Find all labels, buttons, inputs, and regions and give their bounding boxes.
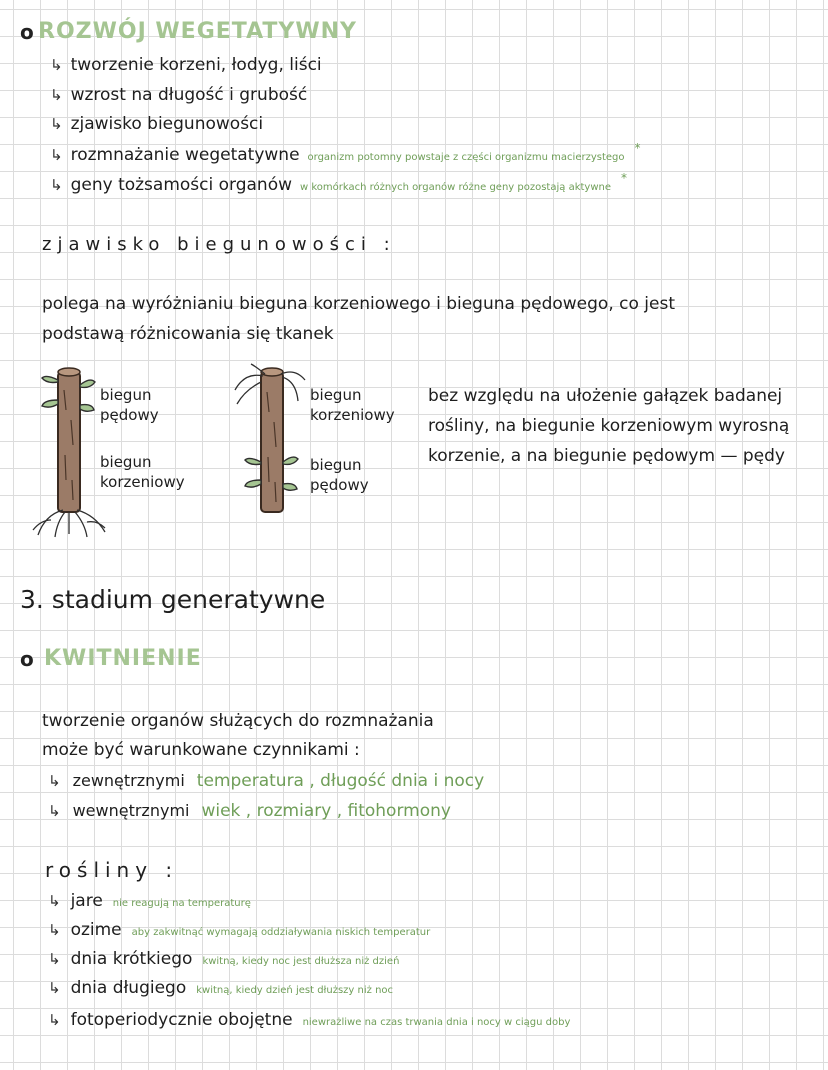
label-left-bottom: biegun korzeniowy xyxy=(100,453,185,491)
paragraph-line: może być warunkowane czynnikami : xyxy=(42,740,360,760)
list-item xyxy=(50,141,641,165)
bullet-marker: o xyxy=(20,647,34,671)
plant-note: kwitną, kiedy dzień jest dłuższy niż noc xyxy=(196,985,394,996)
stem-icon xyxy=(261,372,283,512)
list-item xyxy=(50,114,263,134)
list-item xyxy=(48,1010,570,1030)
label-left-top: biegun pędowy xyxy=(100,386,159,424)
item-note: organizm potomny powstaje z części organizmu macierzystego xyxy=(307,152,625,163)
arrow-icon: ↳ xyxy=(50,115,63,133)
bullet-marker: o xyxy=(20,20,34,44)
factor-label: zewnętrznymi xyxy=(72,771,185,790)
plant-type: dnia krótkiego xyxy=(70,949,193,969)
item-text: zjawisko biegunowości xyxy=(70,114,264,134)
arrow-icon: ↳ xyxy=(50,56,63,74)
plant-type: fotoperiodycznie obojętne xyxy=(70,1010,293,1030)
plant-note: niewrażliwe na czas trwania dnia i nocy w ciągu doby xyxy=(302,1017,571,1028)
list-item xyxy=(48,920,430,940)
asterisk-mark: * xyxy=(621,171,627,185)
plant-note: kwitną, kiedy noc jest dłuższa niż dzień xyxy=(202,956,400,967)
list-item xyxy=(48,891,251,911)
stem-icon xyxy=(58,372,80,512)
item-text: geny tożsamości organów xyxy=(70,175,293,195)
plant-type: jare xyxy=(70,891,103,911)
arrow-icon: ↳ xyxy=(48,979,61,997)
item-text: rozmnażanie wegetatywne xyxy=(70,145,300,165)
item-text: wzrost na długość i grubość xyxy=(70,85,308,105)
arrow-icon: ↳ xyxy=(50,176,63,194)
factor-label: wewnętrznymi xyxy=(72,801,190,820)
arrow-icon: ↳ xyxy=(48,921,61,939)
list-item xyxy=(50,55,322,75)
list-item xyxy=(50,85,307,105)
plant-note: aby zakwitnąć wymagają oddziaływania niskich temperatur xyxy=(131,927,431,938)
list-item xyxy=(48,978,393,998)
asterisk-mark: * xyxy=(634,141,641,155)
arrow-icon: ↳ xyxy=(48,772,61,790)
factor-row xyxy=(48,771,484,791)
section-heading-rozwoj: ROZWÓJ WEGETATYWNY xyxy=(38,19,357,44)
factor-row xyxy=(48,801,451,821)
list-item xyxy=(48,949,399,969)
arrow-icon: ↳ xyxy=(48,802,61,820)
arrow-icon: ↳ xyxy=(50,86,63,104)
section-heading-kwitnienie: KWITNIENIE xyxy=(44,646,202,671)
arrow-icon: ↳ xyxy=(50,146,63,164)
item-note: w komórkach różnych organów różne geny pozostają aktywne xyxy=(300,182,611,193)
item-text: tworzenie korzeni, łodyg, liści xyxy=(70,55,322,75)
section-title-stadium: 3. stadium generatywne xyxy=(20,585,326,614)
subsection-title-biegunowosc: zjawisko biegunowości : xyxy=(42,234,396,255)
plant-note: nie reagują na temperaturę xyxy=(112,898,251,909)
label-right-bottom: biegun pędowy xyxy=(310,456,369,494)
paragraph-line: polega na wyróżnianiu bieguna korzeniowego i bieguna pędowego, co jest xyxy=(42,294,676,314)
list-item xyxy=(50,171,627,195)
plant-type: dnia długiego xyxy=(70,978,187,998)
subsection-title-rosliny: rośliny : xyxy=(45,858,179,882)
label-right-top: biegun korzeniowy xyxy=(310,386,395,424)
factor-value: wiek , rozmiary , fitohormony xyxy=(201,801,451,821)
polarity-description: bez względu na ułożenie gałązek badanej rośliny, na biegunie korzeniowym wyrosną korzenie, a na biegunie pędowym — pędy xyxy=(428,386,790,466)
paragraph-line: podstawą różnicowania się tkanek xyxy=(42,324,334,344)
factor-value: temperatura , długość dnia i nocy xyxy=(196,771,485,791)
arrow-icon: ↳ xyxy=(48,892,61,910)
roots-icon xyxy=(33,510,105,537)
paragraph-line: tworzenie organów służących do rozmnażania xyxy=(42,711,434,731)
arrow-icon: ↳ xyxy=(48,1011,61,1029)
arrow-icon: ↳ xyxy=(48,950,61,968)
plant-type: ozime xyxy=(70,920,122,940)
